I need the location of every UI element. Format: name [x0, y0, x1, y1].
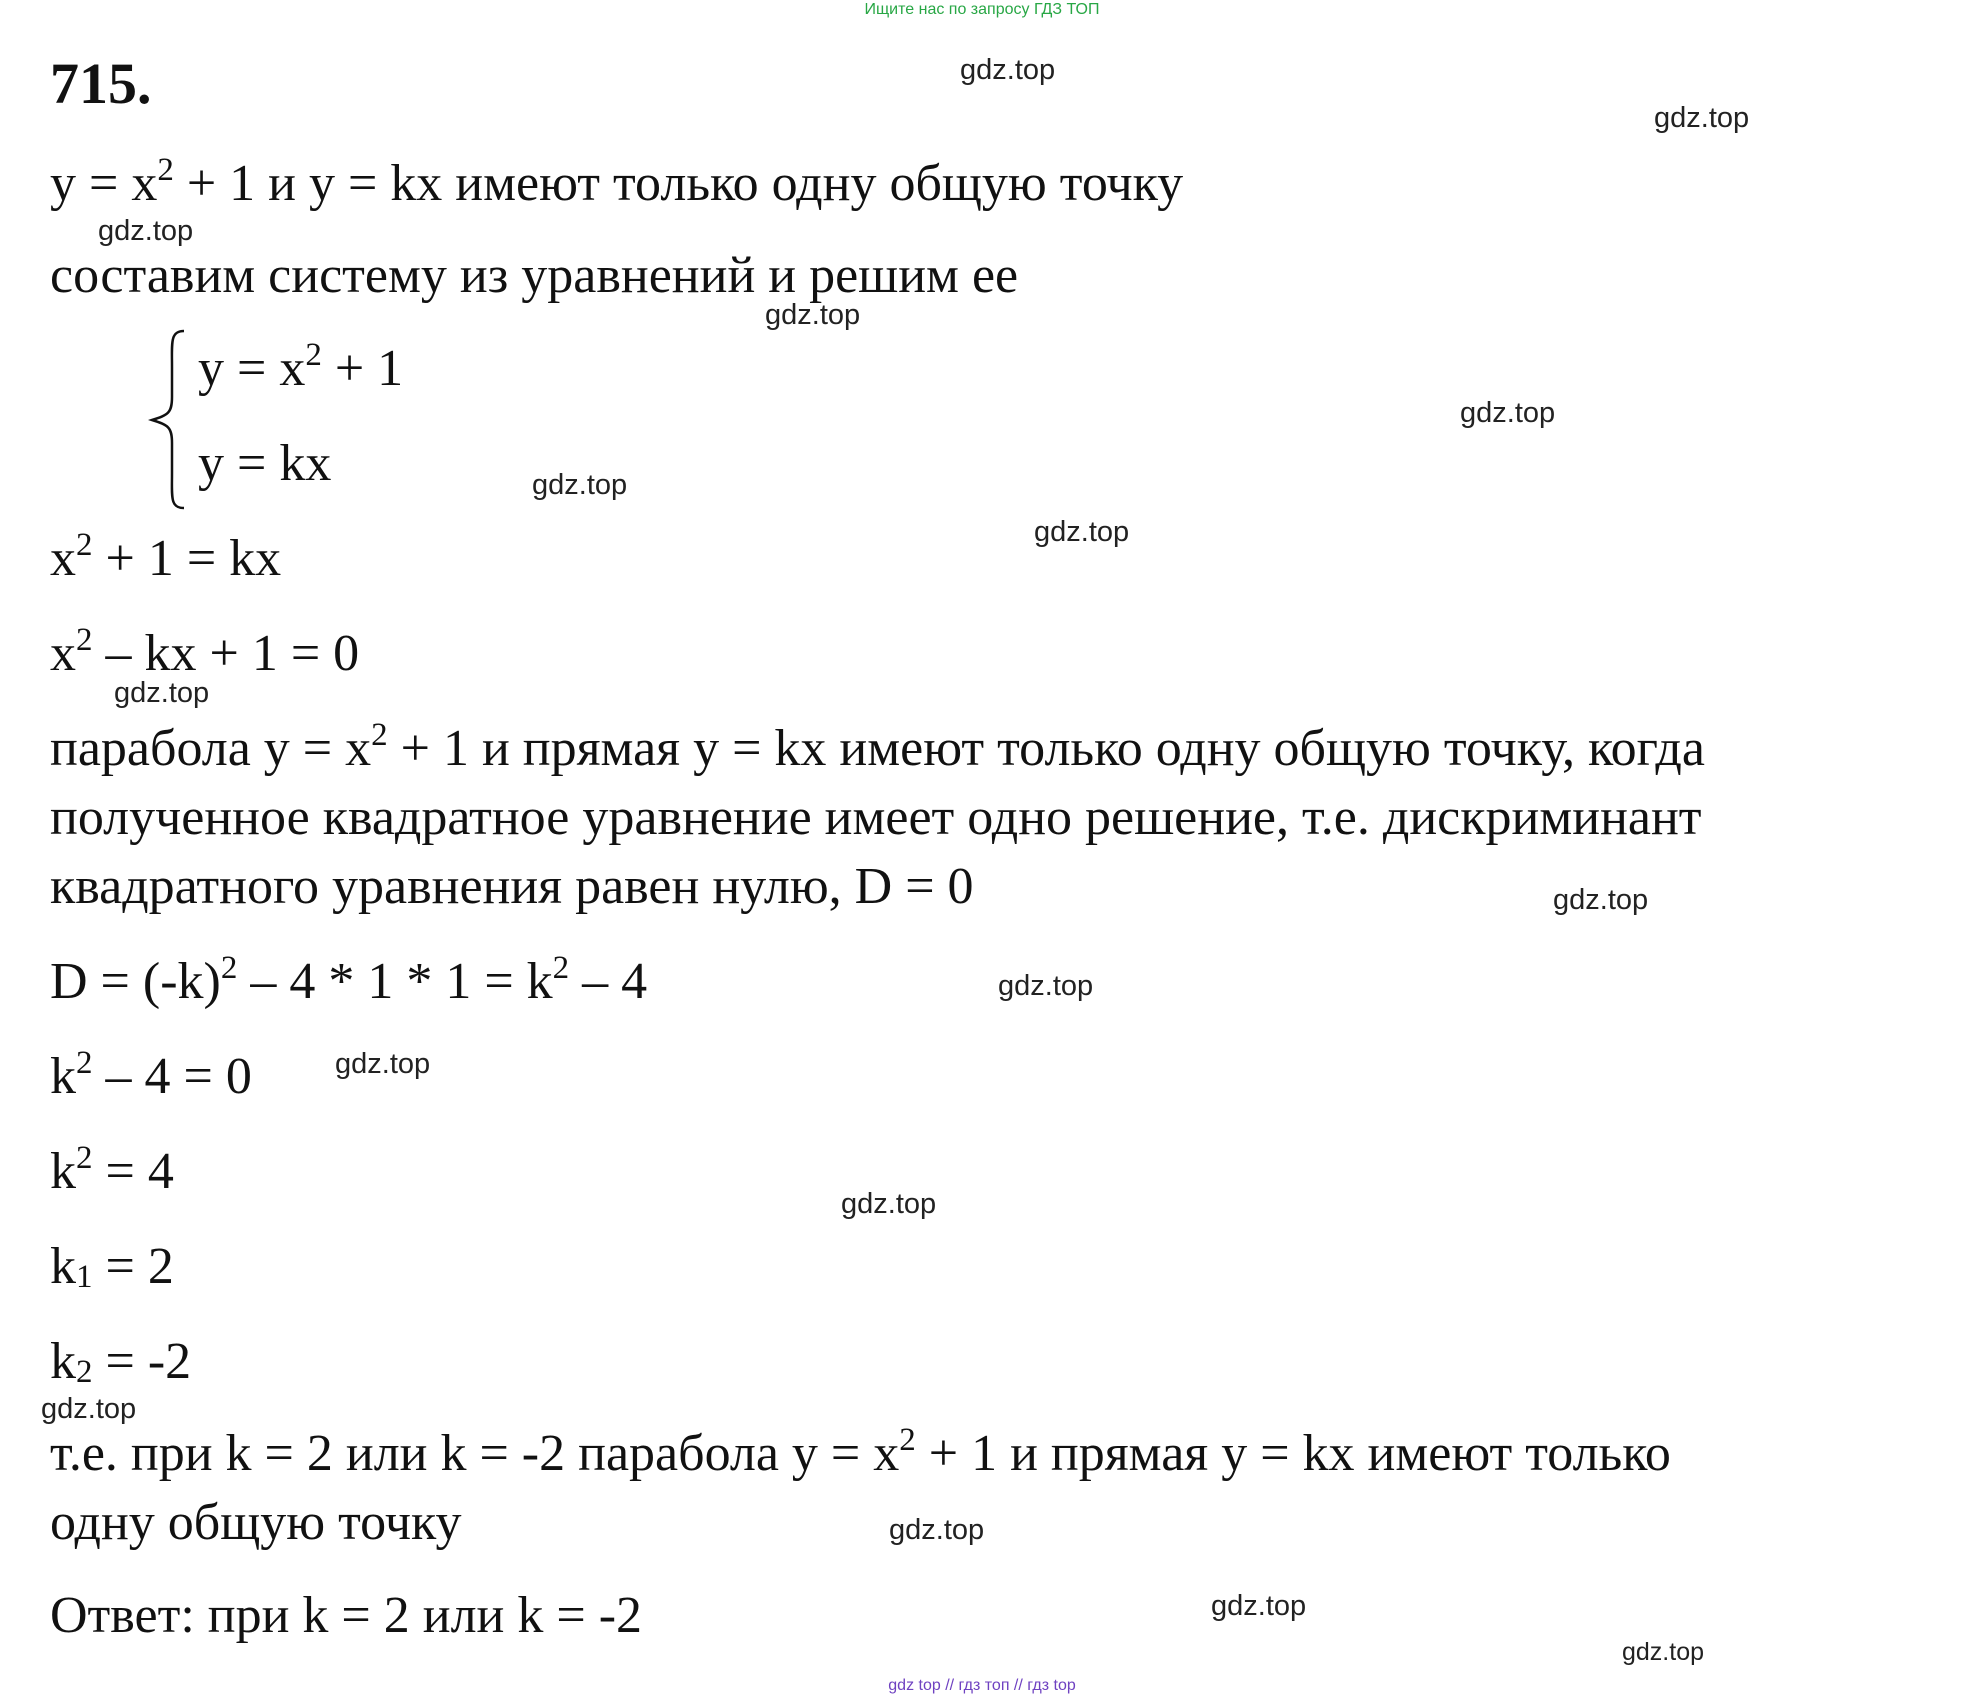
- watermark: gdz.top: [1654, 102, 1750, 134]
- watermark: gdz.top: [998, 970, 1094, 1002]
- watermark: gdz.top: [1034, 516, 1130, 548]
- watermark: gdz.top: [114, 677, 210, 709]
- search-banner[interactable]: Ищите нас по запросу ГДЗ ТОП: [864, 1, 1100, 18]
- equation-k-squared: $k^2 - 4 = 0$: [50, 1045, 252, 1105]
- footer-links[interactable]: gdz top // гдз топ // гдз top: [888, 1677, 1076, 1694]
- watermark: gdz.top: [98, 215, 194, 247]
- watermark: gdz.top: [335, 1048, 431, 1080]
- discriminant-line: $D = (-k)^2 - 4 * 1 * 1 = k^2 - 4$: [50, 950, 648, 1010]
- paragraph-line-1: парабола $y = x^2 + 1$ и прямая y = kx имеют только одну общую точку, когда: [50, 717, 1705, 777]
- paragraph-line-2: полученное квадратное уравнение имеет одно решение, т.е. дискриминант: [50, 789, 1702, 846]
- watermark: gdz.top: [960, 54, 1056, 86]
- watermark: gdz.top: [532, 469, 628, 501]
- watermark: gdz.top: [1553, 884, 1649, 916]
- watermark: gdz.top: [889, 1514, 985, 1546]
- line-system-intro: составим систему из уравнений и решим ее: [50, 247, 1019, 304]
- system-equation-2: y = kx: [198, 435, 332, 492]
- watermark: gdz.top: [41, 1393, 137, 1425]
- task-number: 715.: [50, 51, 152, 116]
- watermark: gdz.top: [765, 299, 861, 331]
- conclusion-line-2: одну общую точку: [50, 1494, 462, 1551]
- watermark: gdz.top: [1211, 1590, 1307, 1622]
- system-brace: [148, 327, 198, 512]
- watermark: gdz.top: [841, 1188, 937, 1220]
- equation-quadratic: $x^2$ – kx + 1 = 0: [50, 622, 360, 682]
- system-equation-1: $y = x^2 + 1$: [198, 337, 404, 397]
- answer-line: Ответ: при k = 2 или k = -2: [50, 1587, 643, 1644]
- watermark: gdz.top: [1460, 397, 1556, 429]
- root-k1: $k_1 = 2$: [50, 1238, 174, 1295]
- root-k2: $k_2 = -2$: [50, 1333, 192, 1390]
- line-common-point: $y = x^2 + 1$ и y = kx имеют только одну общую точку: [50, 152, 1184, 212]
- watermark: gdz.top: [1622, 1638, 1705, 1666]
- paragraph-line-3: квадратного уравнения равен нулю, D = 0: [50, 858, 974, 915]
- conclusion-line-1: т.е. при k = 2 или k = -2 парабола $y = x^2 + 1$ и прямая y = kx имеют только: [50, 1422, 1671, 1482]
- equation-k-squared-4: $k^2 = 4$: [50, 1140, 174, 1200]
- equation-substituted: $x^2 + 1$ = kx: [50, 527, 282, 587]
